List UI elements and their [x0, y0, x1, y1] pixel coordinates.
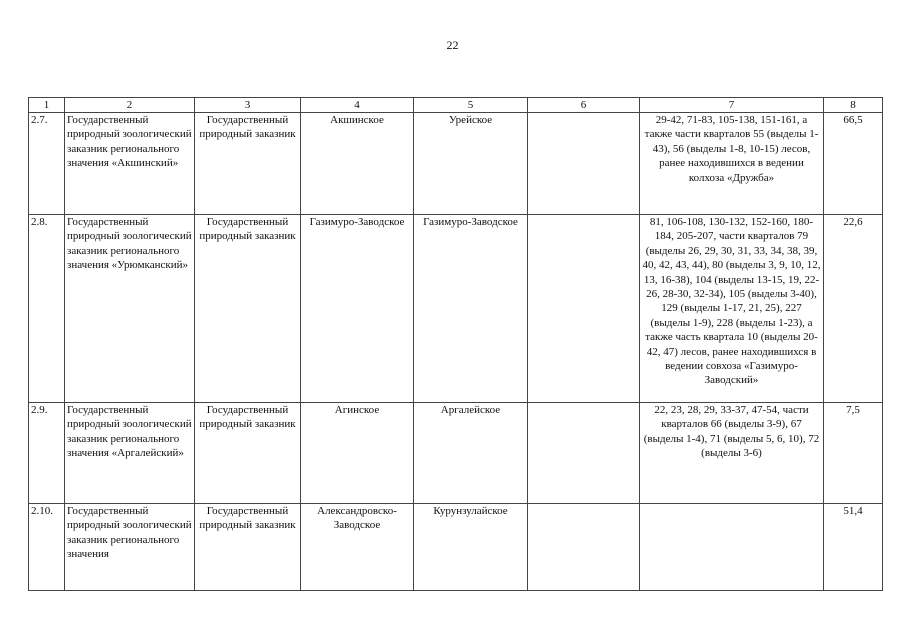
quarters: 29-42, 71-83, 105-138, 151-161, а также части кварталов 55 (выделы 1-43), 56 (выделы 1-8, 10-15) лесов, ранее находившихся в ведении колхоза «Дружба»	[640, 113, 824, 215]
reserve-name: Государственный природный зоологический заказник регионального значения «Аргалейский»	[65, 403, 195, 504]
forestry: Газимуро-Заводское	[414, 215, 528, 403]
row-number: 2.7.	[29, 113, 65, 215]
header-cell: 2	[65, 98, 195, 113]
area: 51,4	[824, 504, 883, 591]
reserve-type: Государственный природный заказник	[195, 403, 301, 504]
area: 22,6	[824, 215, 883, 403]
column-6	[528, 215, 640, 403]
table-row	[29, 504, 883, 591]
forestry: Курунзулайское	[414, 504, 528, 591]
reserve-type: Государственный природный заказник	[195, 215, 301, 403]
reserve-name: Государственный природный зоологический заказник регионального значения «Урюмканский»	[65, 215, 195, 403]
column-6	[528, 504, 640, 591]
header-cell: 4	[301, 98, 414, 113]
district: Александровско-Заводское	[301, 504, 414, 591]
area: 7,5	[824, 403, 883, 504]
header-cell: 1	[29, 98, 65, 113]
district: Акшинское	[301, 113, 414, 215]
reserve-name: Государственный природный зоологический заказник регионального значения «Акшинский»	[65, 113, 195, 215]
reserves-table	[28, 97, 883, 591]
table-row	[29, 215, 883, 403]
forestry: Урейское	[414, 113, 528, 215]
header-cell: 7	[640, 98, 824, 113]
page-number: 22	[446, 38, 459, 52]
quarters	[640, 504, 824, 591]
row-number: 2.8.	[29, 215, 65, 403]
row-number: 2.10.	[29, 504, 65, 591]
reserve-type: Государственный природный заказник	[195, 113, 301, 215]
column-6	[528, 113, 640, 215]
district: Газимуро-Заводское	[301, 215, 414, 403]
table-row	[29, 113, 883, 215]
quarters: 22, 23, 28, 29, 33-37, 47-54, части кварталов 66 (выделы 3-9), 67 (выделы 1-4), 71 (выделы 5, 6, 10), 72 (выделы 3-6)	[640, 403, 824, 504]
forestry: Аргалейское	[414, 403, 528, 504]
column-6	[528, 403, 640, 504]
header-cell: 5	[414, 98, 528, 113]
table-row	[29, 403, 883, 504]
reserve-name: Государственный природный зоологический заказник регионального значения	[65, 504, 195, 591]
quarters: 81, 106-108, 130-132, 152-160, 180-184, 205-207, части кварталов 79 (выделы 26, 29, 30, 31, 33, 34, 38, 39, 40, 42, 43, 44), 80 (выделы 3, 9, 10, 12, 13, 16-38), 104 (выделы 13-15, 19, 22-26, 28-30, 32-34), 105 (выделы 3-40), 129 (выделы 1-17, 21, 25), 227 (выделы 1-9), 228 (выделы 1-23), а также часть квартала 10 (выделы 20-42, 47) лесов, ранее находившихся в ведении совхоза «Газимуро-Заводский»	[640, 215, 824, 403]
table-header-row	[29, 98, 883, 113]
district: Агинское	[301, 403, 414, 504]
area: 66,5	[824, 113, 883, 215]
row-number: 2.9.	[29, 403, 65, 504]
header-cell: 8	[824, 98, 883, 113]
header-cell: 3	[195, 98, 301, 113]
header-cell: 6	[528, 98, 640, 113]
reserve-type: Государственный природный заказник	[195, 504, 301, 591]
